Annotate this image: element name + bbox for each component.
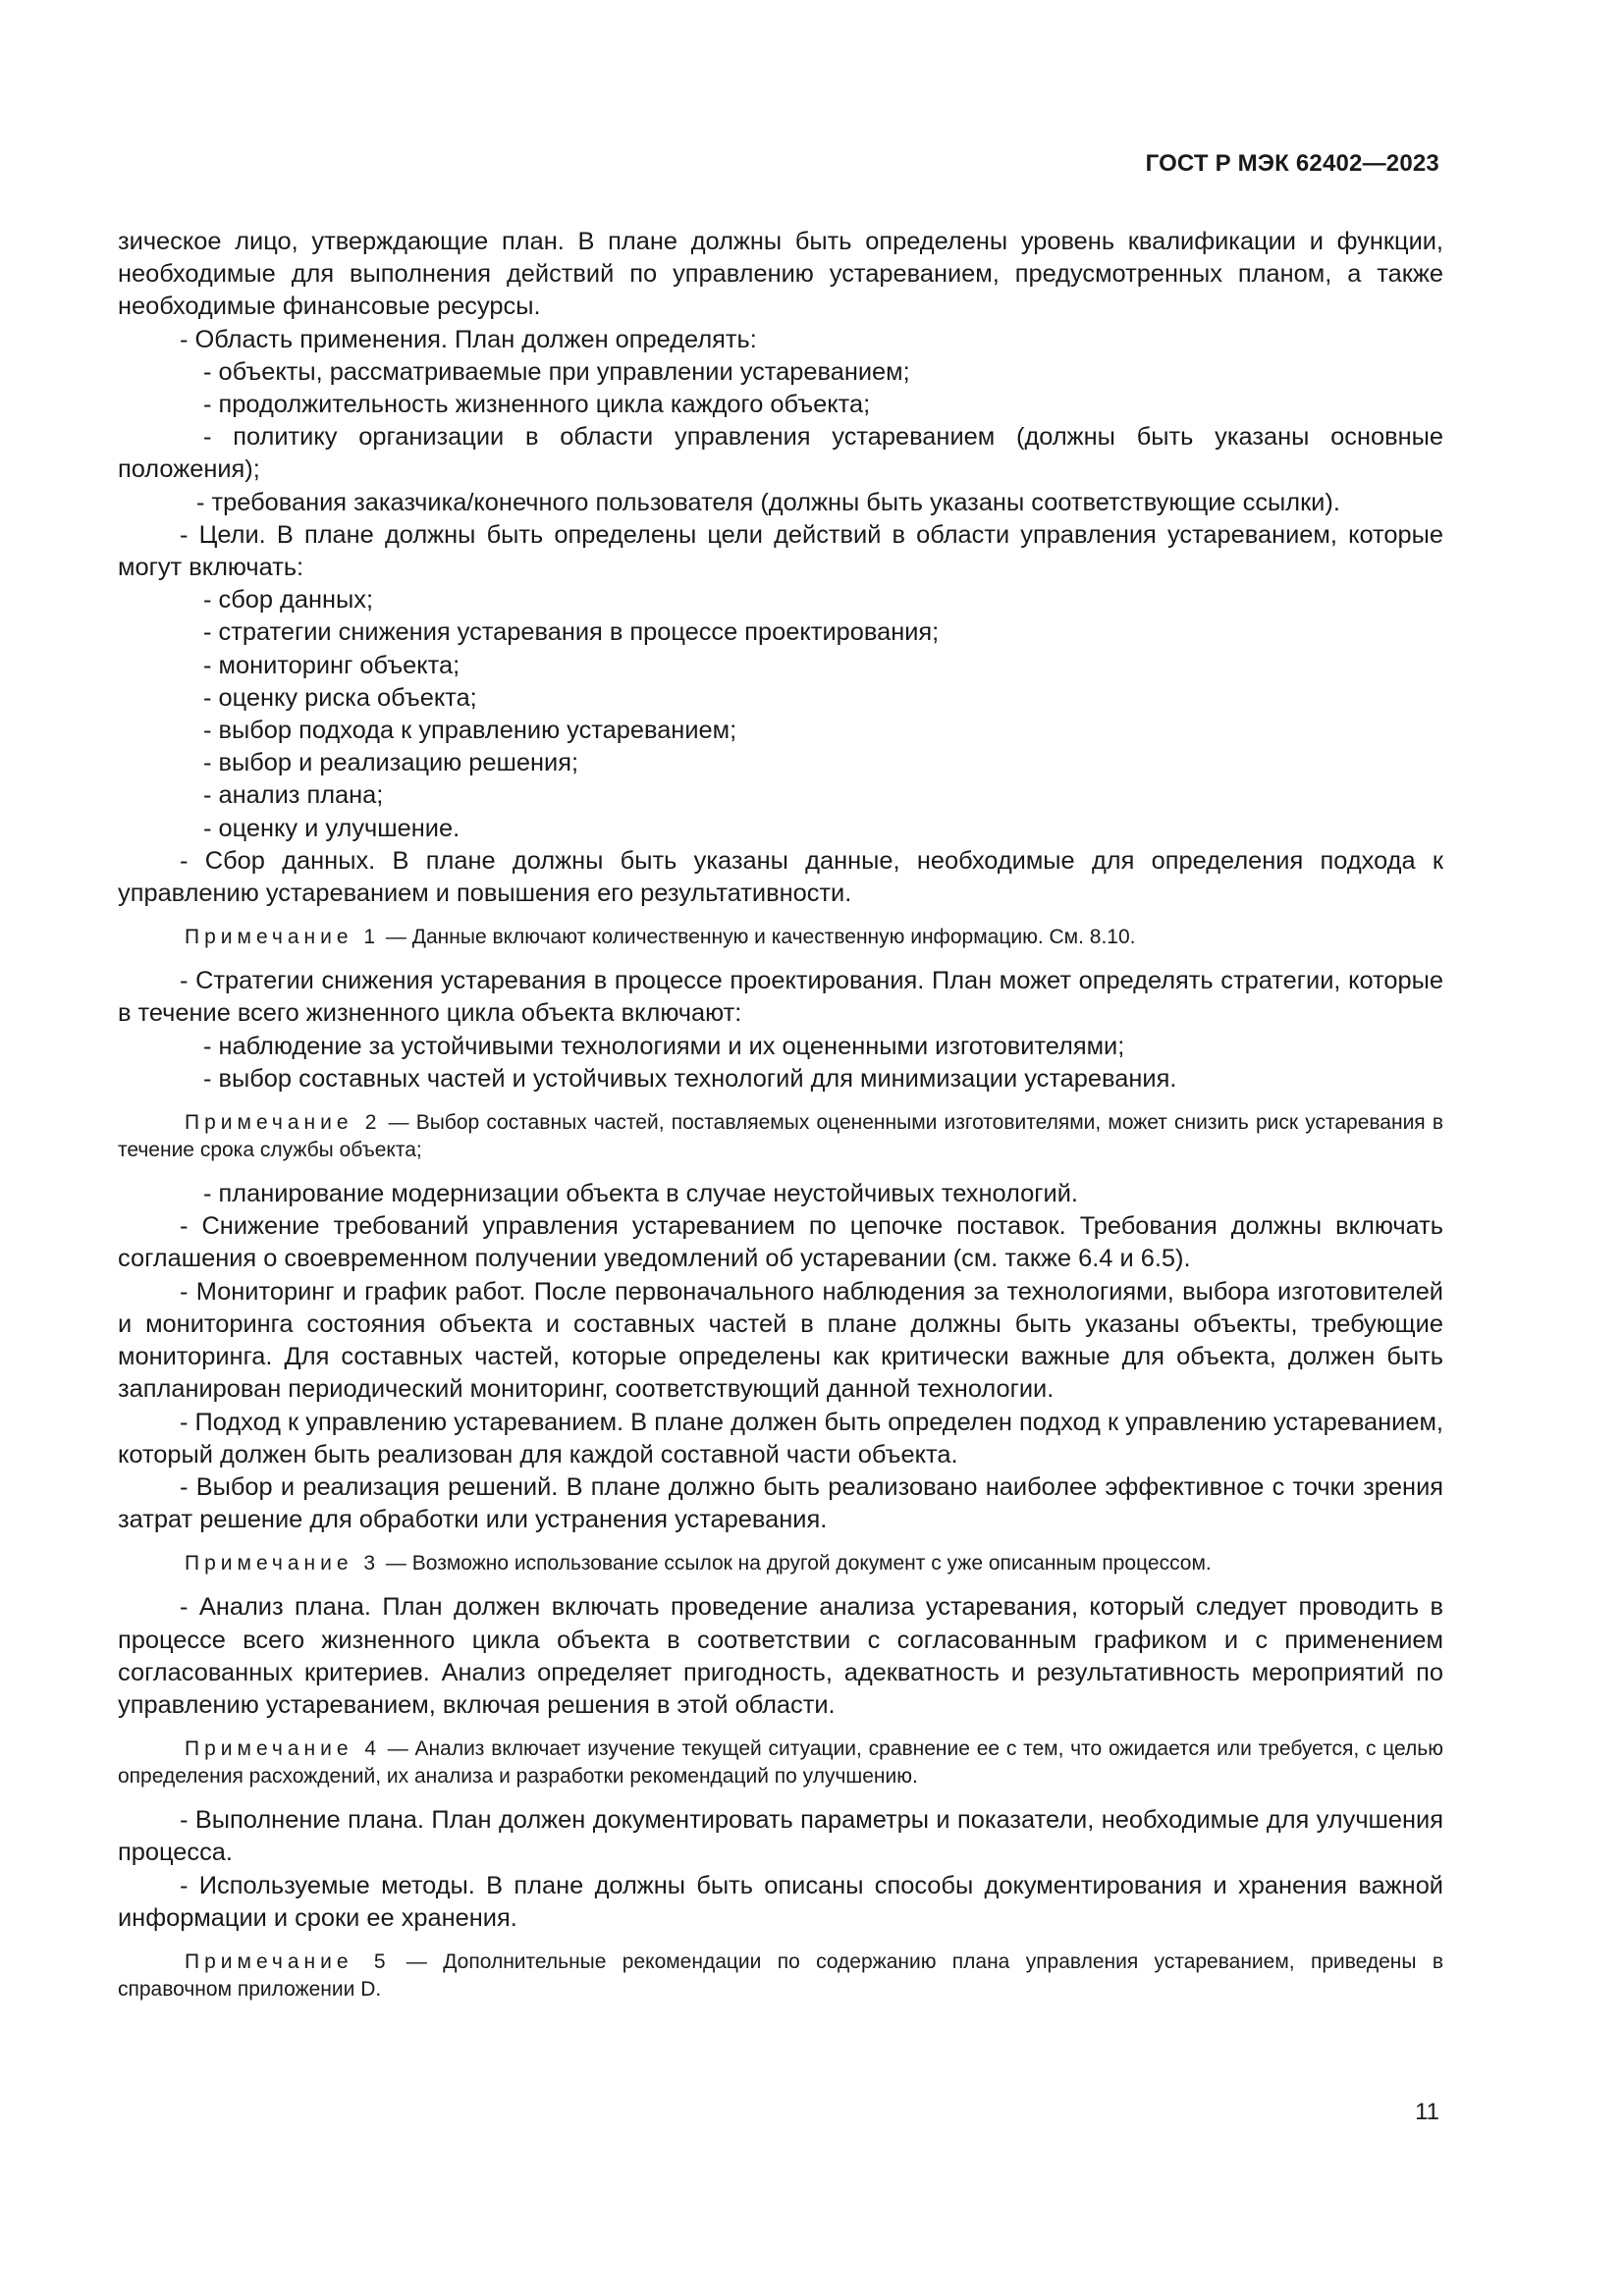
list-item: - выбор составных частей и устойчивых технологий для минимизации устаревания. xyxy=(203,1064,1177,1093)
note-text: — Дополнительные рекомендации по содержанию плана управления устареванием, приведены в справочном приложении D. xyxy=(118,1949,1443,2001)
paragraph: - Мониторинг и график работ. После первоначального наблюдения за технологиями, выбора изготовителей и мониторинга состояния объекта и составных частей в плане должны быть указаны объекты, требующие мониторинга. Для составных частей, которые определены как критически важные для объекта, должен быть запланирован периодический мониторинг, соответствующий данной технологии. xyxy=(118,1277,1443,1404)
list-item: - стратегии снижения устаревания в процессе проектирования; xyxy=(203,618,940,647)
paragraph: - Снижение требований управления устареванием по цепочке поставок. Требования должны включать соглашения о своевременном получении уведомлений об устаревании (см. также 6.4 и 6.5). xyxy=(118,1212,1443,1273)
list-item: - оценку риска объекта; xyxy=(203,683,477,712)
list-item: - требования заказчика/конечного пользователя (должны быть указаны соответствующие ссылки). xyxy=(196,488,1340,516)
note-text: — Анализ включает изучение текущей ситуации, сравнение ее с тем, что ожидается или требуется, с целью определения расхождений, их анализа и разработки рекомендаций по улучшению. xyxy=(118,1737,1443,1789)
note-text: — Возможно использование ссылок на другой документ с уже описанным процессом. xyxy=(385,1552,1212,1575)
list-item: - планирование модернизации объекта в случае неустойчивых технологий. xyxy=(203,1180,1078,1208)
note xyxy=(118,924,1443,951)
list-item: - выбор подхода к управлению устареванием; xyxy=(203,717,737,745)
paragraph: - Подход к управлению устареванием. В плане должен быть определен подход к управлению устареванием, который должен быть реализован для каждой составной части объекта. xyxy=(118,1408,1443,1468)
list-item: - мониторинг объекта; xyxy=(203,651,460,679)
list-item: - наблюдение за устойчивыми технологиями и их оцененными изготовителями; xyxy=(203,1032,1125,1060)
note-label: Примечание 5 xyxy=(185,1949,391,1973)
note-label: Примечание 2 xyxy=(185,1111,382,1135)
list-item: - сбор данных; xyxy=(203,586,374,614)
page-number: 11 xyxy=(1415,2099,1439,2125)
paragraph: - Используемые методы. В плане должны быть описаны способы документирования и хранения важной информации и сроки ее хранения. xyxy=(118,1871,1443,1932)
paragraph: - Сбор данных. В плане должны быть указаны данные, необходимые для определения подхода к управлению устареванием и повышения его результативности. xyxy=(118,846,1443,908)
list-item: - анализ плана; xyxy=(203,781,384,810)
paragraph: - Выполнение плана. План должен документировать параметры и показатели, необходимые для улучшения процесса. xyxy=(118,1806,1443,1867)
paragraph: - Область применения. План должен определять: xyxy=(180,325,757,353)
list-item: - объекты, рассматриваемые при управлении устареванием; xyxy=(203,357,910,386)
paragraph: зическое лицо, утверждающие план. В плане должны быть определены уровень квалификации и функции, необходимые для выполнения действий по управлению устареванием, предусмотренных планом, а также необходимые финансовые ресурсы. xyxy=(118,228,1443,321)
list-item: - продолжительность жизненного цикла каждого объекта; xyxy=(203,391,871,419)
document-header: ГОСТ Р МЭК 62402—2023 xyxy=(1145,150,1439,177)
note xyxy=(118,1109,1443,1164)
list-item: - оценку и улучшение. xyxy=(203,814,460,842)
note xyxy=(118,1550,1443,1577)
note xyxy=(118,1949,1443,2003)
page-body xyxy=(118,226,1443,2003)
note-text: — Данные включают количественную и качественную информацию. См. 8.10. xyxy=(385,926,1136,949)
paragraph: - Анализ плана. План должен включать проведение анализа устаревания, который следует проводить в процессе всего жизненного цикла объекта в соответствии с согласованным графиком и с применением согласованных критериев. Анализ определяет пригодность, адекватность и результативность мероприятий по управлению устареванием, включая решения в этой области. xyxy=(118,1593,1443,1719)
paragraph: - Цели. В плане должны быть определены цели действий в области управления устареванием, которые могут включать: xyxy=(118,520,1443,582)
note-label: Примечание 3 xyxy=(185,1552,381,1575)
note-label: Примечание 4 xyxy=(185,1737,381,1761)
list-item: - политику организации в области управления устареванием (должны быть указаны основные положения); xyxy=(118,423,1443,484)
paragraph: - Выбор и реализация решений. В плане должно быть реализовано наиболее эффективное с точки зрения затрат решение для обработки или устранения устаревания. xyxy=(118,1472,1443,1534)
note-text: — Выбор составных частей, поставляемых оцененными изготовителями, может снизить риск устаревания в течение срока службы объекта; xyxy=(118,1111,1443,1162)
note-label: Примечание 1 xyxy=(185,926,381,949)
note xyxy=(118,1735,1443,1790)
paragraph: - Стратегии снижения устаревания в процессе проектирования. План может определять стратегии, которые в течение всего жизненного цикла объекта включают: xyxy=(118,967,1443,1028)
list-item: - выбор и реализацию решения; xyxy=(203,749,579,777)
